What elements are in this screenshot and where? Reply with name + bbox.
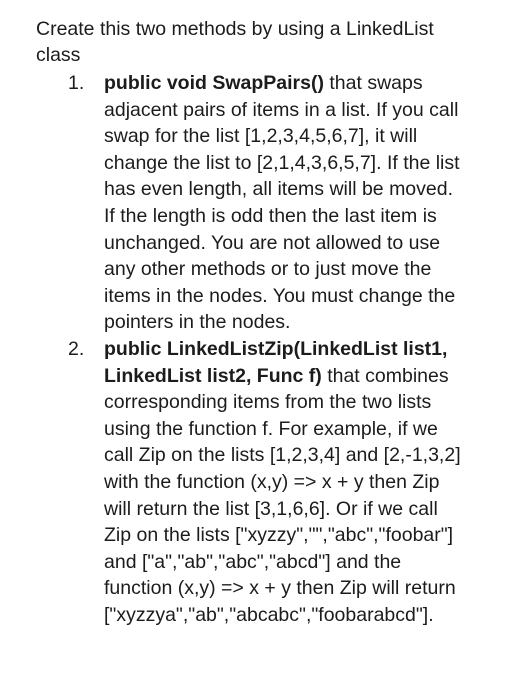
text-line: adjacent pairs of items in a list. If you call [104, 98, 459, 121]
method-signature: public void SwapPairs() [104, 72, 324, 94]
item-text [104, 336, 514, 629]
text-line: items in the nodes. You must change the [104, 284, 456, 307]
text-line: Zip on the lists ["xyzzy","","abc","foobar"] [104, 524, 454, 547]
method-list [0, 70, 531, 628]
text-line: function (x,y) => x + y then Zip will return [104, 577, 456, 600]
item-text [104, 70, 514, 336]
text-run: that combines [321, 364, 449, 387]
text-line: with the function (x,y) => x + y then Zip [104, 470, 440, 493]
method-signature: LinkedList list2, Func f) [104, 364, 322, 387]
text-line: ["xyzzya","ab","abcabc","foobarabcd"]. [104, 603, 434, 626]
intro-paragraph [36, 16, 506, 68]
text-line: If the length is odd then the last item is [104, 204, 437, 227]
text-line: corresponding items from the two lists [104, 391, 432, 414]
text-line: swap for the list [1,2,3,4,5,6,7], it will [104, 125, 418, 148]
text-line: unchanged. You are not allowed to use [104, 231, 441, 254]
list-item-zip [0, 336, 531, 629]
text-run: that swaps [323, 72, 423, 94]
text-line: any other methods or to just move the [104, 258, 432, 281]
text-line: using the function f. For example, if we [104, 417, 438, 440]
method-signature: public LinkedListZip(LinkedList list1, [104, 337, 448, 360]
text-line: and ["a","ab","abc","abcd"] and the [104, 550, 402, 573]
text-line: change the list to [2,1,4,3,6,5,7]. If the list [104, 151, 460, 174]
text-line: pointers in the nodes. [104, 311, 291, 334]
text-line: will return the list [3,1,6,6]. Or if we call [104, 497, 438, 520]
text-line: has even length, all items will be moved. [104, 178, 454, 201]
text-line: call Zip on the lists [1,2,3,4] and [2,-1,3,2] [104, 444, 461, 467]
intro-line: Create this two methods by using a LinkedList [36, 18, 434, 40]
intro-line: class [36, 44, 81, 66]
text-line [104, 336, 514, 363]
text-line [104, 70, 514, 97]
list-marker: 2. [68, 337, 85, 360]
list-item-swap-pairs [0, 70, 531, 336]
text-line [104, 363, 514, 390]
list-marker: 1. [68, 72, 85, 94]
